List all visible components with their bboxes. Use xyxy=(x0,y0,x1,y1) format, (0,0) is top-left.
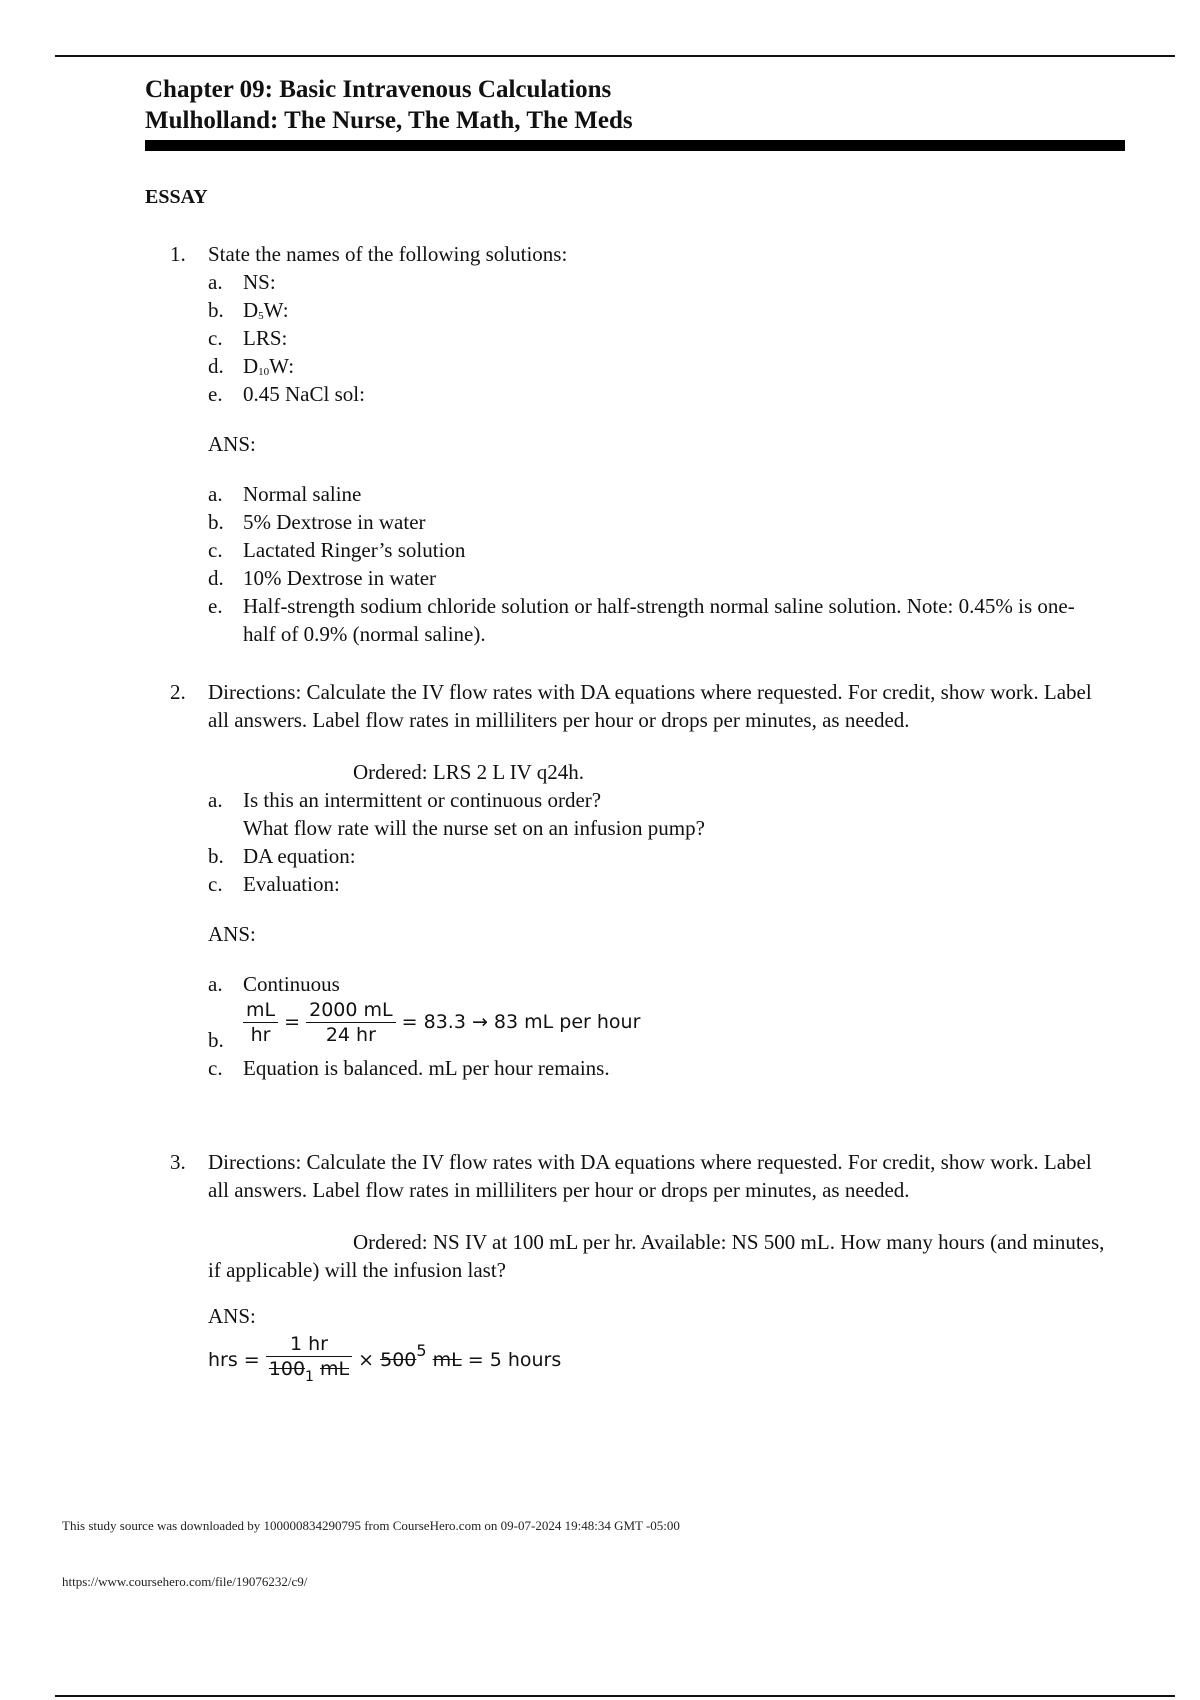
answer-equation: b. $\frac{mL}{hr}$ = $\frac{2000 mL}{24 hr}$ = 83.3 → 83 mL per hour xyxy=(208,999,641,1052)
book-title: Mulholland: The Nurse, The Math, The Meds xyxy=(145,107,633,134)
order-text: Ordered: NS IV at 100 mL per hr. Available: NS 500 mL. How many hours (and minutes, if applicable) will the infusion last? xyxy=(208,1230,1105,1282)
section-heading: ESSAY xyxy=(145,186,208,208)
list-item: c. LRS: xyxy=(208,326,288,350)
fraction-volume-over-time: $\frac{2000 mL}{24 hr}$ xyxy=(306,998,396,1047)
question-number: 2. xyxy=(170,680,186,704)
question-directions: Directions: Calculate the IV flow rates with DA equations where requested. For credit, show work. Label all answers. Label flow rates in milliliters per hour or drops per minutes, as needed. xyxy=(208,680,1092,732)
answer-item: a. Normal saline xyxy=(208,482,362,506)
list-item: a. NS: xyxy=(208,270,276,294)
equation-result: = 83.3 → 83 mL per hour xyxy=(401,1011,641,1033)
answer-label: ANS: xyxy=(208,922,256,946)
list-item: c. Evaluation: xyxy=(208,872,340,896)
chapter-title: Chapter 09: Basic Intravenous Calculations xyxy=(145,76,612,103)
equation-result: = 5 hours xyxy=(467,1349,562,1371)
answer-item: d. 10% Dextrose in water xyxy=(208,566,437,590)
question-number: 3. xyxy=(170,1150,186,1174)
answer-label: ANS: xyxy=(208,1304,256,1328)
list-item: a. Is this an intermittent or continuous order? What flow rate will the nurse set on an infusion pump? xyxy=(208,788,705,840)
question-3 xyxy=(170,1148,1105,1389)
download-notice: This study source was downloaded by 100000834290795 from CourseHero.com on 09-07-2024 19:48:34 GMT -05:00 xyxy=(62,1518,680,1533)
bottom-rule xyxy=(55,1695,1175,1697)
answer-item: c. Equation is balanced. mL per hour remains. xyxy=(208,1056,610,1080)
question-directions: Directions: Calculate the IV flow rates with DA equations where requested. For credit, show work. Label all answers. Label flow rates in milliliters per hour or drops per minutes, as needed. xyxy=(208,1150,1092,1202)
question-2 xyxy=(170,678,1105,1082)
header-bar xyxy=(145,140,1125,151)
fraction-ml-per-hr: $\frac{mL}{hr}$ xyxy=(243,998,278,1047)
answer-item: c. Lactated Ringer’s solution xyxy=(208,538,466,562)
fraction-hr-per-ml: $\frac{1 hr}{100_1 mL}$ xyxy=(266,1332,352,1389)
order-text: Ordered: LRS 2 L IV q24h. xyxy=(353,760,584,784)
list-item: e. 0.45 NaCl sol: xyxy=(208,382,365,406)
answer-item: e. Half-strength sodium chloride solution or half-strength normal saline solution. Note: 0.45% is one-half of 0.9% (normal saline). xyxy=(208,594,1075,646)
question-number: 1. xyxy=(170,242,186,266)
answer-item: a. Continuous xyxy=(208,972,340,996)
answer-item: b. 5% Dextrose in water xyxy=(208,510,426,534)
source-url[interactable]: https://www.coursehero.com/file/19076232/c9/ xyxy=(62,1574,308,1589)
answer-equation: hrs = $\frac{1 hr}{100_1 mL}$ × $500^5$ mL = 5 hours xyxy=(208,1332,1105,1389)
top-rule xyxy=(55,55,1175,57)
page-header xyxy=(145,74,1125,151)
list-item: b. $D_5W$: xyxy=(208,298,289,322)
answer-label: ANS: xyxy=(208,432,256,456)
question-1 xyxy=(170,240,1105,648)
question-prompt: State the names of the following solutions: xyxy=(208,242,568,266)
list-item: d. $D_{10}W$: xyxy=(208,354,295,378)
list-item: b. DA equation: xyxy=(208,844,356,868)
